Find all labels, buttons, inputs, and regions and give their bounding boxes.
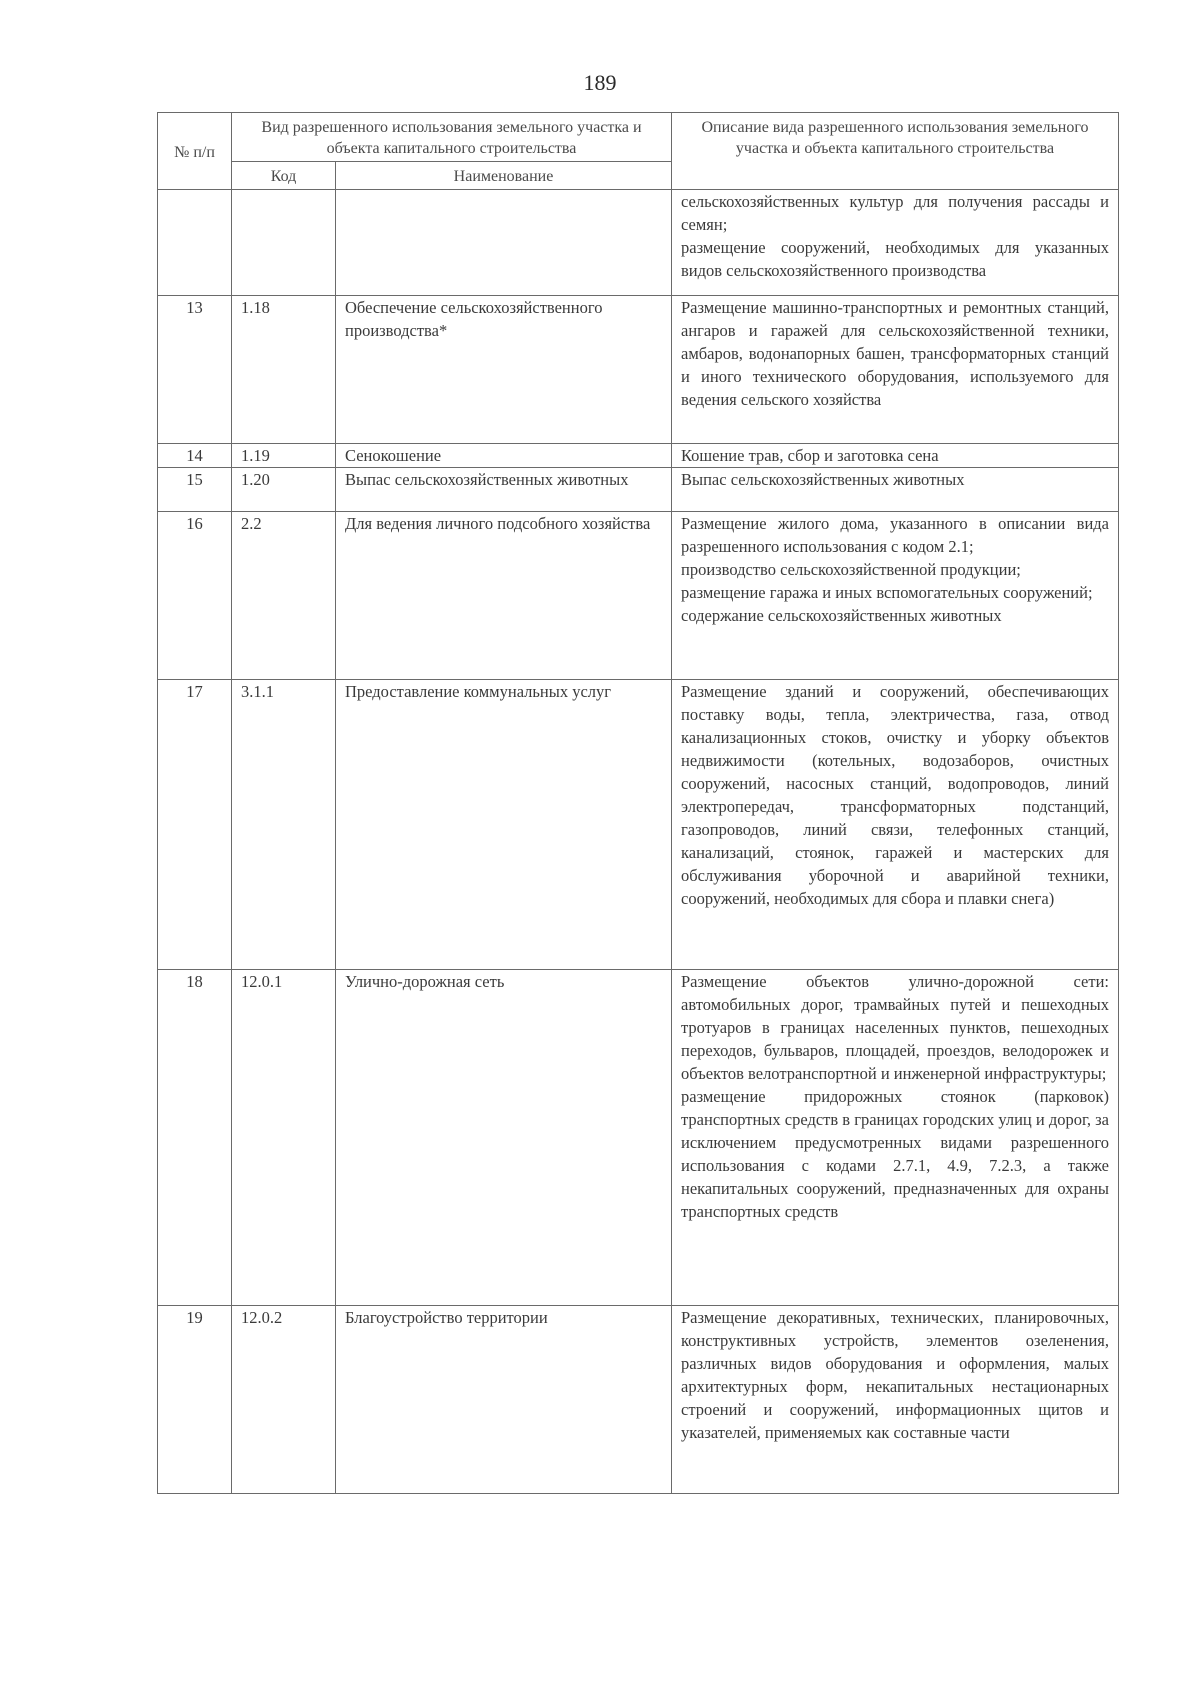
row-name: Для ведения личного подсобного хозяйства <box>336 512 672 680</box>
description-paragraph: производство сельскохозяйственной продукции; <box>681 560 1021 579</box>
row-code: 1.19 <box>232 444 336 468</box>
row-code: 12.0.1 <box>232 970 336 1306</box>
row-number: 14 <box>158 444 232 468</box>
row-code: 2.2 <box>232 512 336 680</box>
row-name: Выпас сельскохозяйственных животных <box>336 468 672 512</box>
table-row <box>158 444 1119 468</box>
table-row <box>158 970 1119 1306</box>
description-paragraph: сельскохозяйственных культур для получения рассады и семян; <box>681 192 1109 234</box>
row-description <box>672 1306 1119 1494</box>
description-paragraph: Размещение зданий и сооружений, обеспечивающих поставку воды, тепла, электричества, газа, отвод канализационных стоков, очистку и уборку объектов недвижимости (котельных, водозаборов, очистных сооружений, насосных станций, водопроводов, линий электропередач, трансформаторных подстанций, газопроводов, линий связи, телефонных станций, канализаций, стоянок, гаражей и мастерских для обслуживания уборочной и аварийной техники, сооружений, необходимых для сбора и плавки снега) <box>681 682 1109 908</box>
description-paragraph: Выпас сельскохозяйственных животных <box>681 470 965 489</box>
row-name: Сенокошение <box>336 444 672 468</box>
row-code <box>232 190 336 296</box>
row-description <box>672 190 1119 296</box>
row-description <box>672 512 1119 680</box>
table-row <box>158 1306 1119 1494</box>
description-paragraph: Размещение декоративных, технических, планировочных, конструктивных устройств, элементов озеленения, различных видов оборудования и оформления, малых архитектурных форм, некапитальных нестационарных строений и сооружений, информационных щитов и указателей, применяемых как составные части <box>681 1308 1109 1442</box>
row-number: 17 <box>158 680 232 970</box>
row-name: Улично-дорожная сеть <box>336 970 672 1306</box>
row-number: 16 <box>158 512 232 680</box>
description-paragraph: размещение сооружений, необходимых для указанных видов сельскохозяйственного производства <box>681 238 1109 280</box>
table-row <box>158 296 1119 444</box>
header-description: Описание вида разрешенного использования земельного участка и объекта капитального строительства <box>672 113 1119 190</box>
page-number: 189 <box>583 70 617 95</box>
header-code: Код <box>232 162 336 190</box>
row-number: 13 <box>158 296 232 444</box>
table-row <box>158 512 1119 680</box>
header-num: № п/п <box>158 113 232 190</box>
description-paragraph: Размещение объектов улично-дорожной сети: автомобильных дорог, трамвайных путей и пешеходных тротуаров в границах населенных пунктов, пешеходных переходов, бульваров, площадей, проездов, велодорожек и объектов велотранспортной и инженерной инфраструктуры; <box>681 972 1109 1083</box>
row-code: 1.18 <box>232 296 336 444</box>
description-paragraph: размещение гаража и иных вспомогательных сооружений; <box>681 583 1093 602</box>
table-row <box>158 680 1119 970</box>
table-header-row <box>158 113 1119 162</box>
table-body <box>158 190 1119 1494</box>
row-name: Благоустройство территории <box>336 1306 672 1494</box>
row-code: 3.1.1 <box>232 680 336 970</box>
row-description <box>672 296 1119 444</box>
header-name: Наименование <box>336 162 672 190</box>
description-paragraph: Размещение жилого дома, указанного в описании вида разрешенного использования с кодом 2.1; <box>681 514 1109 556</box>
row-code: 1.20 <box>232 468 336 512</box>
row-description <box>672 970 1119 1306</box>
description-paragraph: содержание сельскохозяйственных животных <box>681 606 1002 625</box>
row-number: 15 <box>158 468 232 512</box>
description-paragraph: Размещение машинно-транспортных и ремонтных станций, ангаров и гаражей для сельскохозяйственной техники, амбаров, водонапорных башен, трансформаторных станций и иного технического оборудования, используемого для ведения сельского хозяйства <box>681 298 1109 409</box>
table-row <box>158 468 1119 512</box>
row-description <box>672 444 1119 468</box>
description-paragraph: Кошение трав, сбор и заготовка сена <box>681 446 939 465</box>
row-number: 18 <box>158 970 232 1306</box>
row-code: 12.0.2 <box>232 1306 336 1494</box>
table-row <box>158 190 1119 296</box>
description-paragraph: размещение придорожных стоянок (парковок) транспортных средств в границах городских улиц и дорог, за исключением предусмотренных видами разрешенного использования с кодами 2.7.1, 4.9, 7.2.3, а также некапитальных сооружений, предназначенных для охраны транспортных средств <box>681 1087 1109 1221</box>
row-number: 19 <box>158 1306 232 1494</box>
row-number <box>158 190 232 296</box>
land-use-table <box>157 112 1119 1494</box>
row-name: Предоставление коммунальных услуг <box>336 680 672 970</box>
row-name: Обеспечение сельскохозяйственного производства* <box>336 296 672 444</box>
row-description <box>672 468 1119 512</box>
row-name <box>336 190 672 296</box>
header-kind: Вид разрешенного использования земельного участка и объекта капитального строительства <box>232 113 672 162</box>
row-description <box>672 680 1119 970</box>
